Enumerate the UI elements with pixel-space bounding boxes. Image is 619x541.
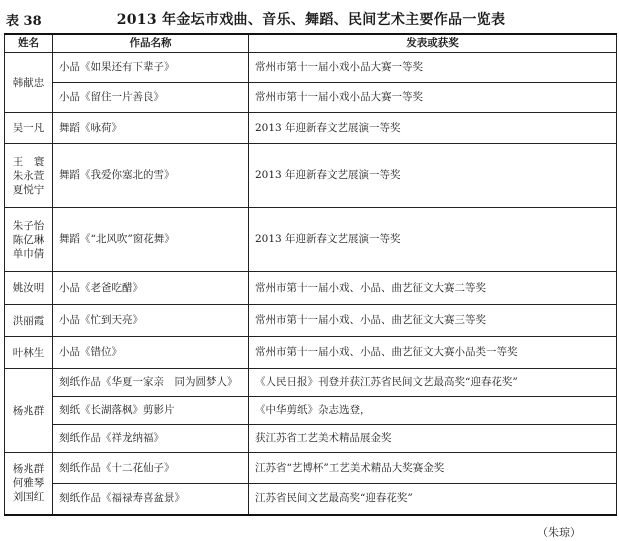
table-row xyxy=(5,397,617,425)
name-cell xyxy=(5,208,53,272)
award-cell: 江苏省民间文艺最高奖“迎春花奖” xyxy=(249,484,617,515)
table-row xyxy=(5,337,617,369)
person-name: 杨兆群 xyxy=(12,404,45,417)
name-cell xyxy=(5,337,53,369)
work-cell: 刻纸作品《十二花仙子》 xyxy=(53,453,249,484)
table-row xyxy=(5,484,617,515)
award-cell: 获江苏省工艺美术精品展金奖 xyxy=(249,425,617,453)
award-cell: 《中华剪纸》杂志选登， xyxy=(249,397,617,425)
works-table xyxy=(4,33,617,516)
table-row xyxy=(5,53,617,83)
table-row xyxy=(5,208,617,272)
col-header-work: 作品名称 xyxy=(53,34,249,53)
work-cell: 舞蹈《咏荷》 xyxy=(53,113,249,144)
award-cell: 常州市第十一届小戏小品大赛一等奖 xyxy=(249,83,617,113)
name-cell xyxy=(5,144,53,208)
person-name: 何雅琴 xyxy=(12,477,45,490)
work-cell: 刻纸作品《福禄寿喜盆景》 xyxy=(53,484,249,515)
name-cell xyxy=(5,53,53,113)
name-cell xyxy=(5,113,53,144)
name-cell xyxy=(5,305,53,337)
award-cell: 《人民日报》刊登并获江苏省民间文艺最高奖“迎春花奖” xyxy=(249,369,617,397)
work-cell: 刻纸作品《祥龙纳福》 xyxy=(53,425,249,453)
award-cell: 江苏省“艺博杯”工艺美术精品大奖赛金奖 xyxy=(249,453,617,484)
col-header-award: 发表或获奖 xyxy=(249,34,617,53)
award-cell: 常州市第十一届小戏、小品、曲艺征文大赛二等奖 xyxy=(249,272,617,305)
work-cell: 小品《忙到天亮》 xyxy=(53,305,249,337)
table-label: 表 38 xyxy=(6,14,42,29)
person-name: 叶林生 xyxy=(12,346,45,359)
table-row xyxy=(5,425,617,453)
person-name: 刘国红 xyxy=(12,491,45,504)
person-name: 陈亿琳 xyxy=(12,233,45,246)
table-row xyxy=(5,369,617,397)
person-name: 韩献忠 xyxy=(12,76,45,89)
table-row xyxy=(5,83,617,113)
work-cell: 刻纸《长湖落枫》剪影片 xyxy=(53,397,249,425)
person-name: 姚汝明 xyxy=(12,282,45,294)
work-cell: 小品《如果还有下辈子》 xyxy=(53,53,249,83)
work-cell: 刻纸作品《华夏一家亲 同为圆梦人》 xyxy=(53,369,249,397)
author-credit: （朱琼） xyxy=(537,526,581,539)
person-name: 吴一凡 xyxy=(12,122,45,134)
award-cell: 2013 年迎新春文艺展演一等奖 xyxy=(249,144,617,208)
award-cell: 2013 年迎新春文艺展演一等奖 xyxy=(249,113,617,144)
table-row xyxy=(5,144,617,208)
person-name: 朱子怡 xyxy=(12,219,45,232)
work-cell: 小品《老爸吃醋》 xyxy=(53,272,249,305)
award-cell: 常州市第十一届小戏、小品、曲艺征文大赛三等奖 xyxy=(249,305,617,337)
work-cell: 小品《留住一片善良》 xyxy=(53,83,249,113)
work-cell: 舞蹈《“北风吹”窗花舞》 xyxy=(53,208,249,272)
table-row xyxy=(5,113,617,144)
person-name: 洪丽霞 xyxy=(12,314,45,327)
table-row xyxy=(5,453,617,484)
person-name: 朱永萱 xyxy=(12,169,45,182)
person-name: 王 寰 xyxy=(12,155,45,168)
name-cell xyxy=(5,272,53,305)
col-header-name: 姓名 xyxy=(5,34,53,53)
person-name: 单巾倩 xyxy=(12,247,45,260)
work-cell: 小品《错位》 xyxy=(53,337,249,369)
table-title: 2013 年金坛市戏曲、音乐、舞蹈、民间艺术主要作品一览表 xyxy=(116,12,506,28)
person-name: 杨兆群 xyxy=(12,463,45,476)
name-cell xyxy=(5,453,53,515)
table-row xyxy=(5,272,617,305)
name-cell xyxy=(5,369,53,453)
table-row xyxy=(5,305,617,337)
person-name: 夏悦宁 xyxy=(12,183,45,196)
table-header xyxy=(6,9,616,29)
award-cell: 2013 年迎新春文艺展演一等奖 xyxy=(249,208,617,272)
award-cell: 常州市第十一届小戏、小品、曲艺征文大赛小品类一等奖 xyxy=(249,337,617,369)
work-cell: 舞蹈《我爱你塞北的雪》 xyxy=(53,144,249,208)
header-row xyxy=(5,34,617,53)
award-cell: 常州市第十一届小戏小品大赛一等奖 xyxy=(249,53,617,83)
